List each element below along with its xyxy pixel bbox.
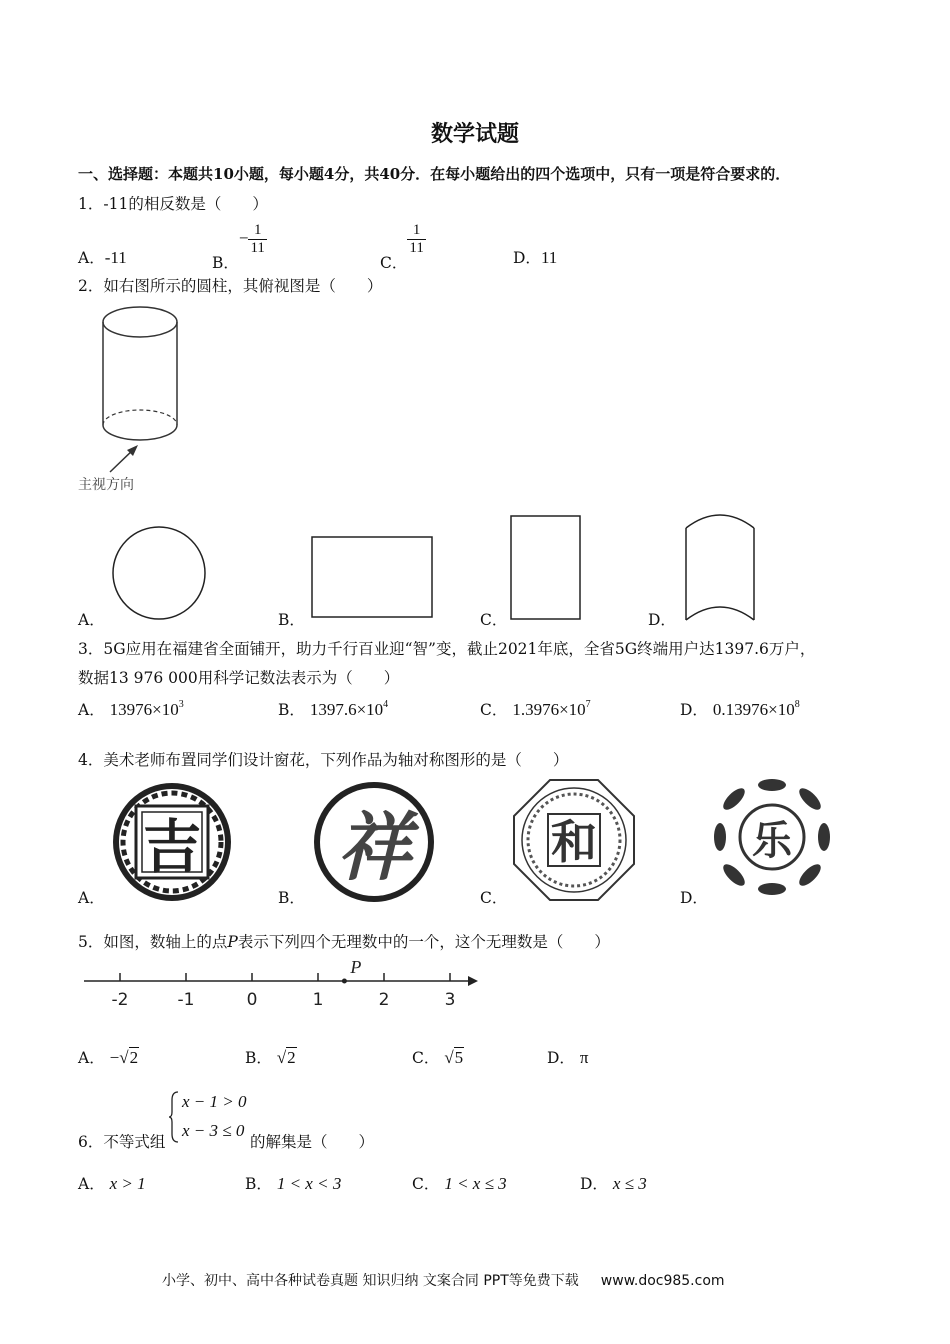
footer-url[interactable]: www.doc985.com <box>600 1273 725 1289</box>
q5-option-a[interactable] <box>78 1046 139 1068</box>
q1-option-d[interactable] <box>513 246 557 268</box>
option-exponent: 3 <box>178 699 184 710</box>
q2-option-d[interactable]: D． <box>648 611 676 629</box>
footer <box>162 1270 725 1290</box>
char-le: 乐 <box>752 817 792 864</box>
option-label: A． <box>78 1175 105 1193</box>
option-b-rectangle <box>311 536 435 620</box>
footer-text: 小学、初中、高中各种试卷真题 知识归纳 文案合同 PPT等免费下载 <box>162 1273 579 1289</box>
radicand: 2 <box>129 1048 139 1067</box>
q3-stem-line2: 数据13 976 000用科学记数法表示为（ ） <box>78 669 400 687</box>
q6-stem-pre: 6．不等式组 <box>78 1133 166 1151</box>
q5-option-b[interactable] <box>245 1046 297 1068</box>
fraction-numerator: 1 <box>407 222 425 240</box>
axis-tick-label: 0 <box>246 990 258 1010</box>
fraction-denominator: 11 <box>409 240 424 256</box>
number-line-arrow <box>468 976 478 986</box>
option-label: B． <box>278 701 305 719</box>
option-label: A． <box>78 701 105 719</box>
option-label: C． <box>412 1049 440 1067</box>
point-p <box>342 979 347 984</box>
option-label: C． <box>380 253 408 272</box>
q1-stem: 1．-11的相反数是（ ） <box>78 195 268 213</box>
option-exponent: 4 <box>383 699 389 710</box>
option-exponent: 7 <box>585 699 591 710</box>
q2-option-c[interactable]: C． <box>480 611 508 629</box>
q3-option-b[interactable] <box>278 698 388 720</box>
q5-option-c[interactable] <box>412 1046 464 1068</box>
axis-tick-label: -2 <box>111 990 129 1010</box>
fraction-numerator: 1 <box>248 222 266 240</box>
option-c-rectangle <box>510 515 582 621</box>
option-label: A． <box>78 1049 105 1067</box>
option-label: B． <box>212 253 239 272</box>
option-d-curved-shape <box>682 506 758 624</box>
inequality-2: x − 3 ≤ 0 <box>182 1121 245 1140</box>
option-exponent: 8 <box>794 699 800 710</box>
char-he: 和 <box>551 815 597 869</box>
q2-stem: 2．如右图所示的圆柱，其俯视图是（ ） <box>78 277 383 295</box>
inequality-1: x − 1 > 0 <box>182 1092 247 1111</box>
q1-option-c[interactable] <box>380 222 426 272</box>
option-value: 0.13976×10 <box>712 700 795 719</box>
q5-option-d[interactable] <box>547 1046 588 1068</box>
q4-option-c[interactable]: C． <box>480 889 508 907</box>
option-label: D． <box>680 701 708 719</box>
radicand: 5 <box>454 1048 464 1067</box>
radicand: 2 <box>287 1048 296 1067</box>
axis-tick-label: 3 <box>444 990 456 1010</box>
q6-stem-post: 的解集是（ ） <box>250 1133 375 1151</box>
q5-stem-var: P <box>227 933 238 951</box>
option-value: 1.3976×10 <box>512 700 586 719</box>
option-sign: − <box>238 228 249 248</box>
option-value: 11 <box>540 248 558 267</box>
axis-tick-label: 2 <box>378 990 390 1010</box>
option-a-circle <box>110 524 208 622</box>
option-value: 1 < x < 3 <box>276 1174 342 1193</box>
q5-stem <box>78 930 610 952</box>
q2-option-b[interactable]: B． <box>278 611 305 629</box>
option-label: C． <box>412 1175 440 1193</box>
option-sign: − <box>109 1048 120 1067</box>
number-line <box>80 955 490 1015</box>
q5-stem-post: 表示下列四个无理数中的一个，这个无理数是（ ） <box>237 933 610 951</box>
option-fraction <box>248 222 266 257</box>
q5-stem-pre: 5．如图，数轴上的点 <box>78 933 228 951</box>
q4-stem: 4．美术老师布置同学们设计窗花，下列作品为轴对称图形的是（ ） <box>78 751 569 769</box>
option-label: B． <box>245 1175 272 1193</box>
q3-option-d[interactable] <box>680 698 800 720</box>
page-title: 数学试题 <box>430 121 519 147</box>
option-value: -11 <box>104 248 127 267</box>
q3-option-a[interactable] <box>78 698 184 720</box>
option-label: A． <box>78 249 105 267</box>
option-value: 1397.6×10 <box>309 700 384 719</box>
option-value: x > 1 <box>109 1174 146 1193</box>
option-value: −√2 <box>109 1048 139 1067</box>
cylinder-figure <box>78 300 178 495</box>
q6-option-d[interactable] <box>580 1172 647 1194</box>
axis-tick-label: 1 <box>312 990 324 1010</box>
option-value: π <box>579 1048 589 1067</box>
q4-option-d[interactable]: D． <box>680 889 708 907</box>
option-value: 1 < x ≤ 3 <box>444 1174 507 1193</box>
system-brace <box>168 1090 180 1144</box>
option-value: 13976×10 <box>109 700 179 719</box>
section-heading: 一、选择题：本题共10小题，每小题4分，共40分．在每小题给出的四个选项中，只有一项是符合要求的． <box>78 165 791 183</box>
option-value: √5 <box>444 1048 464 1067</box>
option-label: C． <box>480 701 508 719</box>
q3-option-c[interactable] <box>480 698 591 720</box>
q4-option-a[interactable]: A． <box>78 889 105 907</box>
axis-tick-label: -1 <box>177 990 195 1010</box>
q6-option-a[interactable] <box>78 1172 146 1194</box>
option-label: D． <box>513 249 541 267</box>
char-ji: 吉 <box>142 813 201 881</box>
option-fraction <box>407 222 425 257</box>
q1-option-a[interactable] <box>78 246 127 268</box>
q6-option-b[interactable] <box>245 1172 341 1194</box>
q6-option-c[interactable] <box>412 1172 507 1194</box>
point-p-label: P <box>350 957 362 977</box>
q2-option-a[interactable]: A． <box>78 611 105 629</box>
char-xiang: 祥 <box>337 805 411 891</box>
option-value: √2 <box>276 1048 296 1067</box>
q1-option-b[interactable] <box>212 222 267 272</box>
option-value: x ≤ 3 <box>612 1174 647 1193</box>
q3-stem-line1: 3．5G应用在福建省全面铺开，助力千行百业迎“智”变，截止2021年底，全省5G终端用户达1397.6万户， <box>78 640 816 658</box>
figure-caption: 主视方向 <box>78 477 134 493</box>
fraction-denominator: 11 <box>250 240 265 256</box>
option-label: D． <box>547 1049 575 1067</box>
option-label: D． <box>580 1175 608 1193</box>
option-label: B． <box>245 1049 272 1067</box>
q4-option-b[interactable]: B． <box>278 889 305 907</box>
